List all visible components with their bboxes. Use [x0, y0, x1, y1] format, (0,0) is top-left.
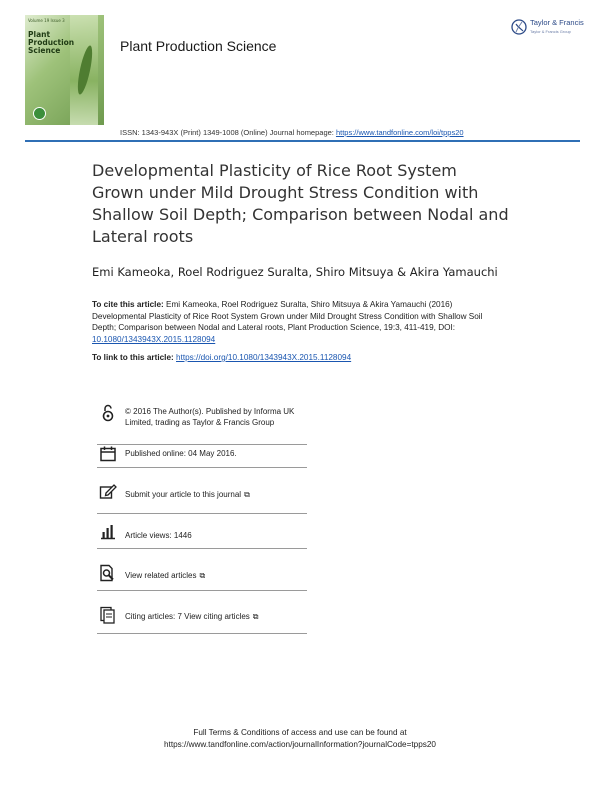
related-articles-link[interactable] [125, 570, 305, 581]
views-row [97, 520, 307, 549]
related-row[interactable] [97, 560, 307, 591]
issn-text: ISSN: 1343-943X (Print) 1349-1008 (Online) Journal homepage: [120, 128, 336, 137]
license-text: © 2016 The Author(s). Published by Informa UK Limited, trading as Taylor & Francis Group [125, 407, 295, 427]
calendar-icon [99, 445, 117, 463]
journal-name: Plant Production Science [120, 38, 277, 54]
published-date: Published online: 04 May 2016. [125, 449, 237, 458]
citing-articles-text: Citing articles: 7 View citing articles [125, 612, 250, 621]
citing-articles-link[interactable] [125, 611, 305, 622]
article-title: Developmental Plasticity of Rice Root System Grown under Mild Drought Stress Condition with Shallow Soil Depth; Comparison between Nodal and Lateral roots [92, 161, 509, 246]
publisher-logo-text: Taylor & Francis [530, 18, 584, 27]
open-access-icon [99, 404, 117, 422]
link-label: To link to this article: [92, 353, 177, 362]
citation-icon [99, 606, 117, 624]
external-link-icon: ⧉ [199, 571, 206, 580]
authors: Emi Kameoka, Roel Rodriguez Suralta, Shiro Mitsuya & Akira Yamauchi [92, 265, 498, 279]
citation-label: To cite this article: [92, 300, 167, 309]
cover-seal-icon [33, 107, 46, 120]
submit-row[interactable] [97, 480, 307, 514]
search-doc-icon [99, 564, 117, 582]
cover-title-line: Science [28, 46, 61, 55]
publisher-logo-subtext: Taylor & Francis Group [530, 29, 571, 34]
submit-article-text: Submit your article to this journal [125, 490, 242, 499]
cover-title-line: Production [28, 38, 75, 47]
related-articles-text: View related articles [125, 571, 197, 580]
article-views: Article views: 1446 [125, 531, 192, 540]
citation-text: Emi Kameoka, Roel Rodriguez Suralta, Shiro Mitsuya & Akira Yamauchi (2016) Developmental Plasticity of Rice Root System Grown under Mild Drought Stress Condition with Shallow Soil Depth; Comparison between Nodal and Lateral roots, Plant Production Science, 19:3, 411-419, DOI: [92, 300, 483, 333]
publisher-logo[interactable] [510, 14, 585, 42]
journal-homepage-link[interactable]: https://www.tandfonline.com/loi/tpps20 [335, 128, 464, 137]
cover-volume-text: Volume 19 Issue 3 [28, 18, 65, 23]
footer-terms-text: Full Terms & Conditions of access and use can be found at [193, 728, 407, 737]
journal-cover-image [25, 15, 104, 125]
license-row [97, 404, 307, 445]
cover-title [28, 31, 74, 55]
article-link-line [92, 353, 351, 362]
submit-article-link[interactable] [125, 489, 305, 500]
external-link-icon: ⧉ [244, 490, 250, 499]
header-divider [25, 140, 580, 142]
bar-chart-icon [99, 523, 117, 541]
edit-icon [99, 483, 117, 501]
article-doi-url-link[interactable]: https://doi.org/10.1080/1343943X.2015.1128094 [176, 353, 352, 362]
citing-row[interactable] [97, 600, 307, 634]
publisher-logo-icon [510, 16, 528, 40]
doi-link[interactable]: 10.1080/1343943X.2015.1128094 [92, 334, 216, 344]
cover-title-line: Plant [28, 30, 51, 39]
journal-information-link[interactable]: https://www.tandfonline.com/action/journalInformation?journalCode=tpps20 [164, 740, 436, 749]
external-link-icon: ⧉ [252, 612, 259, 621]
published-row [97, 443, 307, 468]
citation-block [92, 299, 502, 345]
footer [0, 727, 600, 751]
issn-line [120, 128, 464, 137]
